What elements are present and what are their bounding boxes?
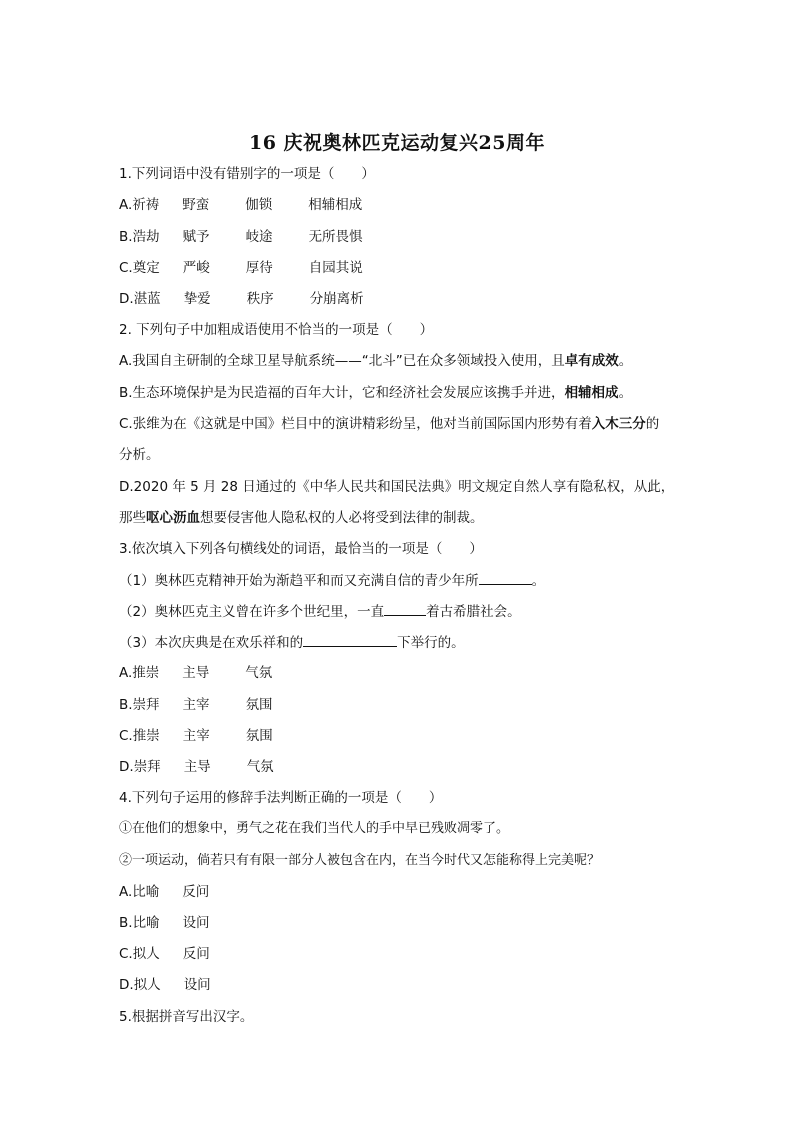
bold-idiom: 相辅相成 [564,385,619,401]
q2-stem: 2. 下列句子中加粗成语使用不恰当的一项是（ ） [119,322,434,338]
option-word: 秩序 [246,291,274,307]
option-word: 比喻 [132,884,160,900]
sentence-text: （2）奥林匹克主义曾在许多个世纪里，一直 [119,604,385,620]
option-word: 自园其说 [308,260,363,276]
option-label: D. [119,977,134,993]
option-word: 反问 [182,946,210,962]
sentence-text: 的 [645,416,660,432]
option-word: 崇拜 [132,697,160,713]
q4-option-d [119,975,211,995]
option-word: 氛围 [245,728,273,744]
q2-option-c-cont: 分析。 [119,447,160,463]
option-label: C. [119,946,133,962]
fill-blank [479,570,532,585]
q3-option-c [119,726,273,746]
q3-option-b [119,695,273,715]
q3-sentence-2 [119,601,521,622]
option-label: A. [119,665,133,681]
option-word: 推崇 [132,665,160,681]
option-word: 浩劫 [132,229,160,245]
q1-option-b [119,227,363,247]
q3-option-a [119,663,272,683]
q4-option-a [119,882,209,902]
sentence-text: （3）本次庆典是在欢乐祥和的 [119,635,304,651]
option-word: 拟人 [133,977,161,993]
option-word: 祈祷 [132,197,160,213]
option-word: 设问 [183,977,211,993]
q4-stem: 4.下列句子运用的修辞手法判断正确的一项是（ ） [119,790,443,806]
sentence-text: A.我国自主研制的全球卫星导航系统——“北斗”已在众多领域投入使用，且 [119,353,565,369]
option-word: 比喻 [132,915,160,931]
sentence-text: 着古希腊社会。 [426,604,521,620]
q3-stem: 3.依次填入下列各句横线处的词语，最恰当的一项是（ ） [119,541,483,557]
option-label: A. [119,197,133,213]
option-label: B. [119,915,133,931]
sentence-text: （1）奥林匹克精神开始为渐趋平和而又充满自信的青少年所 [119,573,479,589]
page-title: 16 庆祝奥林匹克运动复兴25周年 [249,132,545,154]
option-word: 厚待 [245,260,273,276]
option-word: 湛蓝 [133,291,161,307]
option-label: C. [119,260,133,276]
option-word: 崇拜 [133,759,161,775]
option-word: 无所畏惧 [308,229,363,245]
q3-sentence-1 [119,570,545,591]
bold-idiom: 呕心沥血 [146,510,200,526]
option-label: D. [119,291,134,307]
q1-option-a [119,195,362,215]
q4-sentence-2: ②一项运动，倘若只有有限一部分人被包含在内，在当今时代又怎能称得上完美呢？ [119,853,601,868]
q3-sentence-3 [119,632,465,653]
q2-option-d-cont [119,508,484,528]
sentence-text: 。 [618,353,633,369]
q2-option-a [119,351,632,371]
option-word: 反问 [182,884,210,900]
option-word: 赋予 [182,229,210,245]
option-word: 严峻 [182,260,210,276]
option-label: C. [119,728,133,744]
sentence-text: 下举行的。 [397,635,465,651]
q3-option-d [119,757,274,777]
option-word: 挚爱 [183,291,211,307]
option-label: A. [119,884,133,900]
option-label: D. [119,759,134,775]
q4-option-c [119,944,210,964]
bold-idiom: 卓有成效 [564,353,619,369]
option-word: 主导 [182,665,210,681]
option-label: B. [119,697,133,713]
fill-blank [384,601,426,616]
q4-sentence-1: ①在他们的想象中，勇气之花在我们当代人的手中早已残败凋零了。 [119,821,510,836]
option-word: 主宰 [182,697,210,713]
option-word: 奠定 [132,260,160,276]
q4-option-b [119,913,210,933]
sentence-text: 那些 [119,510,146,526]
option-word: 拟人 [132,946,160,962]
q1-stem: 1.下列词语中没有错别字的一项是（ ） [119,166,375,182]
sentence-text: 。 [531,573,546,589]
option-word: 推崇 [132,728,160,744]
sentence-text: 。 [618,385,633,401]
option-word: 气氛 [245,665,273,681]
sentence-text: 想要侵害他人隐私权的人必将受到法律的制裁。 [200,510,484,526]
q1-option-c [119,258,363,278]
q5-stem: 5.根据拼音写出汉字。 [119,1009,254,1025]
option-word: 氛围 [245,697,273,713]
option-label: B. [119,229,133,245]
sentence-text: B.生态环境保护是为民造福的百年大计，它和经济社会发展应该携手并进， [119,385,565,401]
option-word: 主宰 [182,728,210,744]
option-word: 伽锁 [245,197,273,213]
fill-blank [303,632,397,647]
option-word: 野蛮 [182,197,210,213]
option-word: 相辅相成 [308,197,363,213]
q2-option-b [119,383,632,403]
sentence-text: C.张维为在《这就是中国》栏目中的演讲精彩纷呈，他对当前国际国内形势有着 [119,416,592,432]
q1-option-d [119,289,364,309]
bold-idiom: 入木三分 [591,416,646,432]
option-word: 岐途 [245,229,273,245]
option-word: 设问 [182,915,210,931]
option-word: 分崩离析 [309,291,364,307]
q2-option-d: D.2020 年 5 月 28 日通过的《中华人民共和国民法典》明文规定自然人享有隐私权，从此， [119,479,675,495]
option-word: 主导 [183,759,211,775]
option-word: 气氛 [246,759,274,775]
q2-option-c [119,414,659,434]
